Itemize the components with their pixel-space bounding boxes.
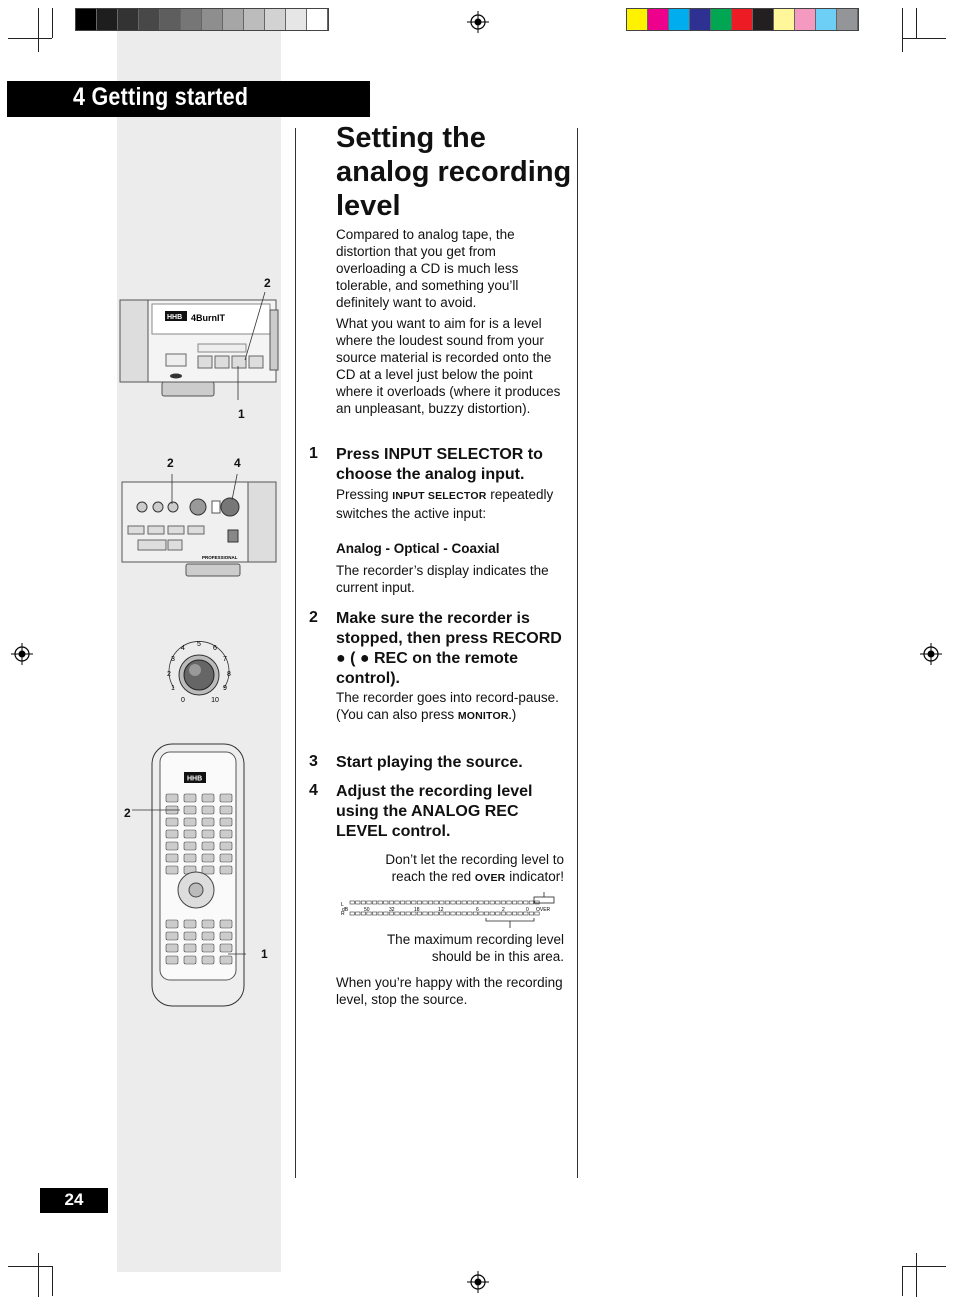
meter-segment [356,901,360,904]
remote-key [202,794,214,802]
remote-key [166,944,178,952]
gray-swatch [97,9,118,30]
remote-key [220,932,232,940]
meter-segment [389,901,393,904]
meter-segment [456,912,460,915]
meter-segment [529,912,533,915]
gray-swatch [286,9,307,30]
meter-segment [490,912,494,915]
meter-segment [507,912,511,915]
meter-scale-0: 0 [526,907,529,913]
remote-key [220,842,232,850]
remote-key [220,854,232,862]
page-number-box [40,1188,108,1213]
registration-mark-icon [467,11,489,33]
step-2-heading: Make sure the recorder is stopped, then press RECORD ● ( ● REC on the remote control). [336,610,562,687]
meter-scale-32: 32 [389,907,395,913]
remote-key [166,920,178,928]
step-4-number: 4 [309,782,318,799]
meter-segment [484,901,488,904]
professional-badge: PROFESSIONAL [202,555,238,560]
gray-swatch [118,9,139,30]
meter-scale-12: 12 [438,907,444,913]
registration-mark-icon [920,643,942,665]
remote-key [202,956,214,964]
meter-segment [479,912,483,915]
input-panel-callout-4: 4 [234,456,241,470]
meter-segment [361,901,365,904]
color-swatch [753,9,774,30]
remote-key [166,842,178,850]
meter-segment [451,912,455,915]
meter-segment [535,901,539,904]
meter-segment [501,901,505,904]
knob-scale-5: 5 [197,641,201,648]
remote-key [220,830,232,838]
remote-key [166,956,178,964]
meter-segment [484,912,488,915]
meter-caption-top: Don’t let the recording level to reach the red OVER indicator! [385,852,564,884]
knob-scale-9: 9 [223,685,227,692]
meter-segment [428,912,432,915]
remote-key [184,806,196,814]
step-2-body: The recorder goes into record-pause. (You can also press MONITOR.) [336,690,559,722]
remote-key [166,818,178,826]
remote-key [202,806,214,814]
meter-channel-r: R [341,911,345,917]
remote-key [220,806,232,814]
remote-key [166,854,178,862]
step-3-number: 3 [309,753,318,770]
meter-segment [473,901,477,904]
input-sequence: Analog - Optical - Coaxial [336,541,500,556]
step-1-number: 1 [309,445,318,462]
remote-key [202,830,214,838]
knob-scale-1: 1 [171,685,175,692]
meter-segment [423,901,427,904]
front-panel-callout-1: 1 [238,407,245,421]
step-1-body: Pressing INPUT SELECTOR repeatedly switches the active input: [336,487,554,521]
meter-segment [479,901,483,904]
gray-swatch [202,9,223,30]
process-color-calibration-bar [626,8,859,31]
meter-segment [384,912,388,915]
remote-key [220,794,232,802]
step-4-heading: Adjust the recording level using the ANALOG REC LEVEL control. [336,783,533,840]
remote-key [166,794,178,802]
front-panel-brand: 4BurnIT [191,313,226,323]
step-1-note: The recorder’s display indicates the current input. [336,563,549,595]
knob-scale-7: 7 [223,656,227,663]
remote-key [220,818,232,826]
knob-scale-0: 0 [181,697,185,704]
knob-scale-6: 6 [213,645,217,652]
remote-key [184,794,196,802]
meter-segment [367,901,371,904]
section-header [7,81,370,117]
meter-segment [350,912,354,915]
meter-segment [456,901,460,904]
color-swatch [816,9,837,30]
meter-segment [462,901,466,904]
meter-scale-db: dB [342,907,349,913]
meter-segment [496,901,500,904]
remote-key [202,944,214,952]
meter-segment [529,901,533,904]
remote-key [184,842,196,850]
column-rule-left [295,128,296,1178]
remote-key [184,920,196,928]
meter-scale-18: 18 [414,907,420,913]
column-rule-right [577,128,578,1178]
meter-segment [518,912,522,915]
meter-segment [372,901,376,904]
color-swatch [669,9,690,30]
color-swatch [711,9,732,30]
color-swatch [795,9,816,30]
remote-key [184,932,196,940]
color-swatch [732,9,753,30]
meter-segment [384,901,388,904]
analog-rec-level-knob-illustration [160,632,238,710]
meter-segment [400,912,404,915]
color-swatch [648,9,669,30]
registration-mark-icon [467,1271,489,1293]
remote-key [220,944,232,952]
meter-segment [428,901,432,904]
meter-scale-over: OVER [536,907,551,913]
color-swatch [627,9,648,30]
gray-swatch [76,9,97,30]
registration-mark-icon [11,643,33,665]
intro-paragraph-2: What you want to aim for is a level where the loudest sound from your source material is recorded onto the CD at a level just below the point where it overloads (where it produces an unpleasant, buzzy distortion). [336,316,561,416]
meter-segment [445,912,449,915]
meter-caption-bottom: The maximum recording level should be in this area. [386,932,564,964]
meter-segment [395,901,399,904]
step-1-heading: Press INPUT SELECTOR to choose the analog input. [336,446,543,483]
color-swatch [774,9,795,30]
meter-segment [468,912,472,915]
remote-control-illustration [132,742,246,1008]
meter-segment [490,901,494,904]
remote-callout-2: 2 [124,806,131,820]
meter-scale-2: 2 [502,907,505,913]
closing-paragraph: When you’re happy with the recording level, stop the source. [336,975,563,1007]
meter-segment [417,901,421,904]
front-panel-callout-2: 2 [264,276,271,290]
knob-scale-10: 10 [211,697,219,704]
meter-segment [406,901,410,904]
meter-scale-50: 50 [364,907,370,913]
remote-key [166,866,178,874]
meter-segment [372,912,376,915]
section-title: 4 Getting started [73,83,249,111]
remote-key [166,932,178,940]
level-meter-diagram [336,892,564,930]
meter-segment [412,901,416,904]
gray-swatch [265,9,286,30]
remote-key [184,944,196,952]
page-number: 24 [64,1190,84,1209]
meter-segment [518,901,522,904]
meter-segment [512,912,516,915]
meter-segment [524,901,528,904]
color-swatch [837,9,858,30]
remote-key [184,818,196,826]
meter-segment [507,901,511,904]
remote-key [184,830,196,838]
color-swatch [690,9,711,30]
step-2-number: 2 [309,609,318,626]
knob-scale-2: 2 [167,671,171,678]
meter-segment [378,901,382,904]
remote-key [202,920,214,928]
meter-segment [440,901,444,904]
meter-segment [445,901,449,904]
gray-swatch [307,9,328,30]
front-panel-logo: HHB [167,314,183,321]
gray-swatch [181,9,202,30]
remote-key [202,932,214,940]
meter-segment [512,901,516,904]
remote-key [202,842,214,850]
meter-scale-6: 6 [476,907,479,913]
meter-segment [356,912,360,915]
gray-swatch [244,9,265,30]
meter-segment [468,901,472,904]
meter-segment [350,901,354,904]
meter-segment [462,912,466,915]
remote-key [184,854,196,862]
meter-segment [406,912,410,915]
remote-key [202,866,214,874]
gray-swatch [160,9,181,30]
meter-channel-l: L [341,902,344,908]
remote-logo: HHB [187,775,203,783]
knob-scale-4: 4 [181,645,185,652]
meter-segment [395,912,399,915]
remote-key [220,866,232,874]
page-title: Setting the analog recording level [336,122,572,222]
remote-key [220,956,232,964]
meter-segment [378,912,382,915]
step-3-heading: Start playing the source. [336,754,523,771]
meter-segment [451,901,455,904]
remote-key [166,830,178,838]
grayscale-calibration-bar [75,8,329,31]
meter-segment [434,901,438,904]
input-level-panel-illustration [118,474,280,580]
meter-segment [400,901,404,904]
remote-key [220,920,232,928]
intro-paragraph-1: Compared to analog tape, the distortion that you get from overloading a CD is much less tolerable, and something you’ll definitely want to avoid. [336,227,519,310]
remote-key [202,854,214,862]
remote-key [184,956,196,964]
knob-scale-8: 8 [227,671,231,678]
gray-swatch [139,9,160,30]
cd-recorder-front-panel-illustration [118,292,280,400]
gray-swatch [223,9,244,30]
knob-scale-3: 3 [171,656,175,663]
input-panel-callout-2: 2 [167,456,174,470]
remote-callout-1: 1 [261,947,268,961]
meter-segment [423,912,427,915]
remote-key [202,818,214,826]
meter-segment [496,912,500,915]
